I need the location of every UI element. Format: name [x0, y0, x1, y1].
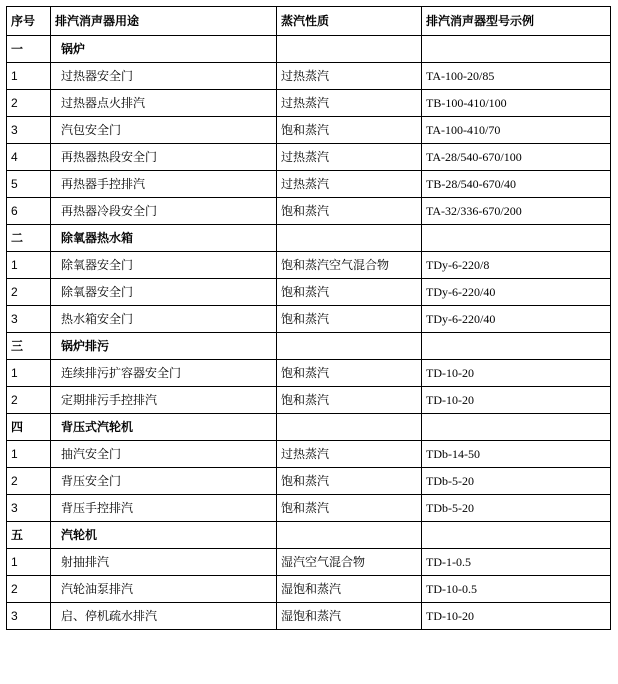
cell-no: 3: [7, 495, 51, 522]
cell-steam: 过热蒸汽: [277, 90, 422, 117]
cell-use: [51, 549, 277, 576]
cell-no: 4: [7, 144, 51, 171]
cell-use-text: 启、停机疏水排汽: [61, 609, 158, 623]
table-row: [7, 306, 611, 333]
cell-model: TD-10-20: [422, 603, 611, 630]
spec-table: [6, 6, 611, 630]
cell-model: TA-100-410/70: [422, 117, 611, 144]
cell-model: TDb-5-20: [422, 495, 611, 522]
cell-steam: 湿汽空气混合物: [277, 549, 422, 576]
table-row: [7, 522, 611, 549]
cell-use: [51, 576, 277, 603]
cell-use: [51, 468, 277, 495]
cell-no: 5: [7, 171, 51, 198]
table-row: [7, 63, 611, 90]
table-row: [7, 90, 611, 117]
cell-model: TDy-6-220/40: [422, 306, 611, 333]
cell-use: [51, 90, 277, 117]
cell-use: [51, 198, 277, 225]
cell-use-text: 背压式汽轮机: [61, 420, 134, 434]
cell-use-text: 背压安全门: [61, 474, 122, 488]
column-header-no: 序号: [7, 7, 51, 36]
cell-use: [51, 522, 277, 549]
table-row: [7, 252, 611, 279]
table-row: [7, 441, 611, 468]
cell-model: [422, 414, 611, 441]
cell-no: 四: [7, 414, 51, 441]
cell-no: 2: [7, 90, 51, 117]
cell-steam: 饱和蒸汽: [277, 387, 422, 414]
cell-steam: [277, 36, 422, 63]
cell-model: TDb-5-20: [422, 468, 611, 495]
table-row: [7, 468, 611, 495]
cell-no: 1: [7, 360, 51, 387]
cell-model: TD-1-0.5: [422, 549, 611, 576]
cell-model: TDb-14-50: [422, 441, 611, 468]
cell-steam: 饱和蒸汽: [277, 495, 422, 522]
cell-steam: 过热蒸汽: [277, 171, 422, 198]
cell-steam: 饱和蒸汽: [277, 306, 422, 333]
cell-no: 1: [7, 63, 51, 90]
cell-use: [51, 279, 277, 306]
cell-no: 6: [7, 198, 51, 225]
cell-model: [422, 225, 611, 252]
cell-model: [422, 36, 611, 63]
cell-use-text: 背压手控排汽: [61, 501, 134, 515]
cell-no: 1: [7, 252, 51, 279]
cell-use-text: 定期排污手控排汽: [61, 393, 158, 407]
cell-no: 2: [7, 387, 51, 414]
cell-steam: [277, 225, 422, 252]
column-header-use: 排汽消声器用途: [51, 7, 277, 36]
cell-use: [51, 63, 277, 90]
table-header: [7, 7, 611, 36]
cell-steam: 过热蒸汽: [277, 144, 422, 171]
cell-use-text: 汽包安全门: [61, 123, 122, 137]
table-row: [7, 495, 611, 522]
table-row: [7, 333, 611, 360]
cell-steam: 过热蒸汽: [277, 441, 422, 468]
cell-use-text: 除氧器安全门: [61, 285, 134, 299]
cell-model: TA-28/540-670/100: [422, 144, 611, 171]
cell-use-text: 除氧器安全门: [61, 258, 134, 272]
cell-use: [51, 441, 277, 468]
cell-model: TB-28/540-670/40: [422, 171, 611, 198]
cell-no: 一: [7, 36, 51, 63]
cell-use: [51, 414, 277, 441]
cell-no: 1: [7, 549, 51, 576]
cell-use: [51, 252, 277, 279]
cell-no: 1: [7, 441, 51, 468]
cell-model: TD-10-0.5: [422, 576, 611, 603]
cell-use-text: 汽轮油泵排汽: [61, 582, 134, 596]
cell-model: TA-32/336-670/200: [422, 198, 611, 225]
table-row: [7, 387, 611, 414]
cell-steam: 饱和蒸汽: [277, 198, 422, 225]
cell-no: 2: [7, 279, 51, 306]
cell-steam: 饱和蒸汽: [277, 279, 422, 306]
cell-no: 三: [7, 333, 51, 360]
table-row: [7, 414, 611, 441]
cell-use-text: 汽轮机: [61, 528, 98, 542]
cell-use: [51, 117, 277, 144]
cell-use: [51, 387, 277, 414]
cell-model: TD-10-20: [422, 360, 611, 387]
cell-use-text: 再热器冷段安全门: [61, 204, 158, 218]
cell-no: 五: [7, 522, 51, 549]
cell-model: TD-10-20: [422, 387, 611, 414]
cell-use: [51, 360, 277, 387]
cell-use-text: 抽汽安全门: [61, 447, 122, 461]
cell-model: [422, 333, 611, 360]
table-row: [7, 549, 611, 576]
cell-steam: 饱和蒸汽: [277, 360, 422, 387]
cell-use-text: 除氧器热水箱: [61, 231, 134, 245]
cell-model: TDy-6-220/40: [422, 279, 611, 306]
cell-no: 2: [7, 468, 51, 495]
cell-use-text: 再热器手控排汽: [61, 177, 146, 191]
cell-steam: 过热蒸汽: [277, 63, 422, 90]
cell-use: [51, 333, 277, 360]
table-row: [7, 225, 611, 252]
cell-no: 2: [7, 576, 51, 603]
table-header-row: [7, 7, 611, 36]
cell-no: 二: [7, 225, 51, 252]
cell-use: [51, 225, 277, 252]
cell-use-text: 连续排污扩容器安全门: [61, 366, 182, 380]
table-row: [7, 117, 611, 144]
table-row: [7, 360, 611, 387]
cell-use-text: 再热器热段安全门: [61, 150, 158, 164]
table-row: [7, 279, 611, 306]
cell-model: [422, 522, 611, 549]
cell-use: [51, 171, 277, 198]
cell-use-text: 过热器点火排汽: [61, 96, 146, 110]
cell-steam: 湿饱和蒸汽: [277, 576, 422, 603]
cell-steam: 湿饱和蒸汽: [277, 603, 422, 630]
cell-use: [51, 144, 277, 171]
table-row: [7, 603, 611, 630]
cell-steam: [277, 414, 422, 441]
cell-use-text: 过热器安全门: [61, 69, 134, 83]
cell-use: [51, 36, 277, 63]
cell-no: 3: [7, 117, 51, 144]
cell-no: 3: [7, 306, 51, 333]
cell-steam: 饱和蒸汽: [277, 468, 422, 495]
cell-model: TA-100-20/85: [422, 63, 611, 90]
cell-use: [51, 306, 277, 333]
column-header-steam: 蒸汽性质: [277, 7, 422, 36]
cell-model: TDy-6-220/8: [422, 252, 611, 279]
table-row: [7, 198, 611, 225]
cell-use-text: 射抽排汽: [61, 555, 110, 569]
cell-model: TB-100-410/100: [422, 90, 611, 117]
cell-steam: 饱和蒸汽空气混合物: [277, 252, 422, 279]
table-body: [7, 36, 611, 630]
table-row: [7, 171, 611, 198]
cell-use-text: 锅炉排污: [61, 339, 110, 353]
table-row: [7, 576, 611, 603]
table-row: [7, 144, 611, 171]
table-row: [7, 36, 611, 63]
cell-use-text: 锅炉: [61, 42, 86, 56]
column-header-model: 排汽消声器型号示例: [422, 7, 611, 36]
cell-no: 3: [7, 603, 51, 630]
cell-use: [51, 495, 277, 522]
cell-use: [51, 603, 277, 630]
cell-steam: [277, 333, 422, 360]
cell-use-text: 热水箱安全门: [61, 312, 134, 326]
cell-steam: [277, 522, 422, 549]
cell-steam: 饱和蒸汽: [277, 117, 422, 144]
